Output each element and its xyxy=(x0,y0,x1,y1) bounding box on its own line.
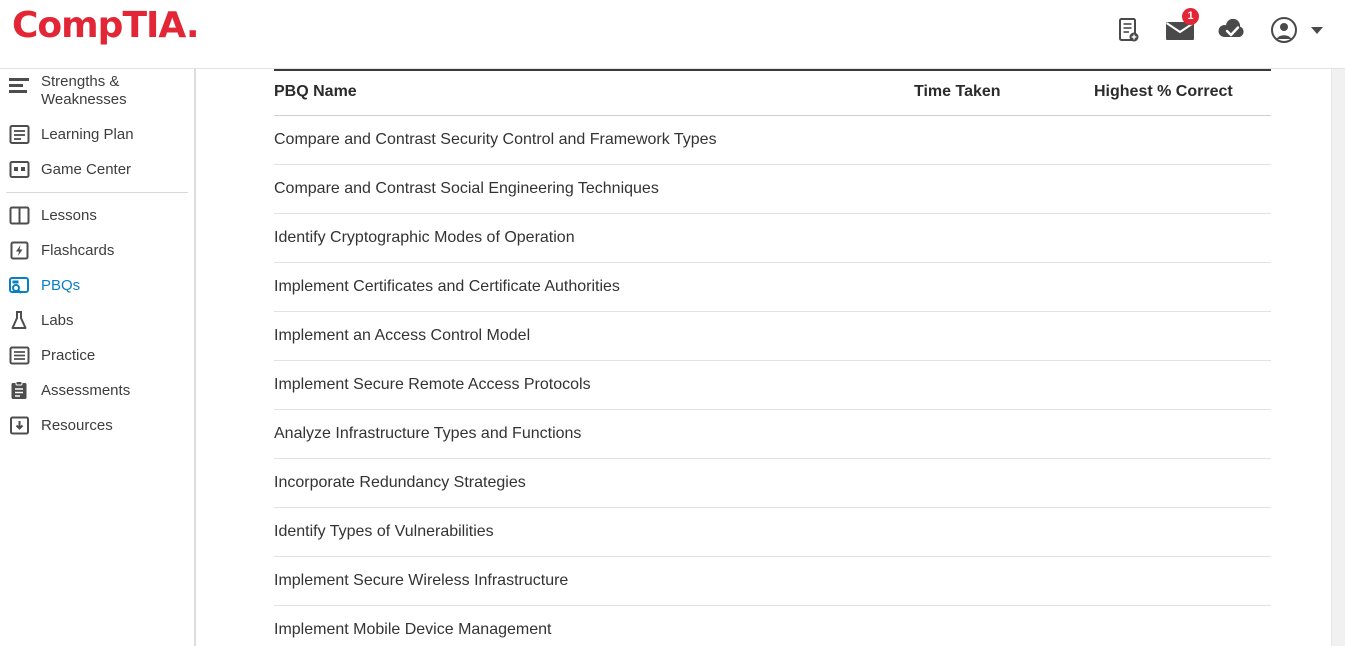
sidebar-item-label: Flashcards xyxy=(41,241,115,259)
check-cloud-icon[interactable] xyxy=(1217,14,1247,46)
table-row[interactable] xyxy=(274,606,1271,646)
pbq-name-cell[interactable]: Implement an Access Control Model xyxy=(274,312,914,361)
column-header-pbq-name[interactable]: PBQ Name xyxy=(274,70,914,116)
sidebar-item-label: Labs xyxy=(41,311,74,329)
pbq-name-cell[interactable]: Analyze Infrastructure Types and Functions xyxy=(274,410,914,459)
time-taken-cell xyxy=(914,214,1094,263)
table-row[interactable] xyxy=(274,263,1271,312)
sidebar-item-label: Resources xyxy=(41,416,113,434)
pbq-table-body xyxy=(274,116,1271,646)
table-row[interactable] xyxy=(274,214,1271,263)
assessments-icon xyxy=(6,378,32,404)
time-taken-cell xyxy=(914,116,1094,165)
lessons-icon xyxy=(6,203,32,229)
sidebar-item-labs[interactable] xyxy=(0,303,194,338)
sidebar-item-pbqs[interactable] xyxy=(0,268,194,303)
pbq-name-cell[interactable]: Implement Secure Wireless Infrastructure xyxy=(274,557,914,606)
highest-pct-correct-cell xyxy=(1094,606,1271,646)
time-taken-cell xyxy=(914,165,1094,214)
pbq-name-cell[interactable]: Incorporate Redundancy Strategies xyxy=(274,459,914,508)
time-taken-cell xyxy=(914,606,1094,646)
sidebar-item-resources[interactable] xyxy=(0,408,194,443)
highest-pct-correct-cell xyxy=(1094,410,1271,459)
sidebar-item-flashcards[interactable] xyxy=(0,233,194,268)
highest-pct-correct-cell xyxy=(1094,557,1271,606)
pbq-name-cell[interactable]: Identify Cryptographic Modes of Operation xyxy=(274,214,914,263)
header-icon-group xyxy=(1113,10,1323,46)
time-taken-cell xyxy=(914,410,1094,459)
sidebar-item-label: Strengths & Weaknesses xyxy=(41,73,127,108)
time-taken-cell xyxy=(914,361,1094,410)
logo-text-comp: Comp xyxy=(12,5,123,46)
pbq-table-wrapper xyxy=(274,69,1271,646)
notes-icon[interactable] xyxy=(1113,14,1143,46)
column-header-time-taken[interactable]: Time Taken xyxy=(914,70,1094,116)
sidebar-item-label: PBQs xyxy=(41,276,81,294)
table-row[interactable] xyxy=(274,459,1271,508)
page-scrollbar-track[interactable] xyxy=(1331,69,1345,646)
table-row[interactable] xyxy=(274,508,1271,557)
logo-text-tia: TIA xyxy=(122,5,186,46)
account-icon[interactable] xyxy=(1269,14,1299,46)
time-taken-cell xyxy=(914,459,1094,508)
sidebar-divider xyxy=(6,192,188,193)
pbqs-icon xyxy=(6,273,32,299)
highest-pct-correct-cell xyxy=(1094,116,1271,165)
sidebar-item-assessments[interactable] xyxy=(0,373,194,408)
table-row[interactable] xyxy=(274,312,1271,361)
flashcards-icon xyxy=(6,238,32,264)
highest-pct-correct-cell xyxy=(1094,312,1271,361)
top-header xyxy=(0,0,1345,69)
labs-icon xyxy=(6,308,32,334)
table-row[interactable] xyxy=(274,116,1271,165)
highest-pct-correct-cell xyxy=(1094,214,1271,263)
table-row[interactable] xyxy=(274,410,1271,459)
time-taken-cell xyxy=(914,263,1094,312)
pbq-name-cell[interactable]: Implement Secure Remote Access Protocols xyxy=(274,361,914,410)
mail-icon[interactable] xyxy=(1165,10,1195,46)
strengths-icon xyxy=(6,73,32,99)
sidebar-item-learning-plan[interactable] xyxy=(0,117,194,152)
sidebar-item-label: Learning Plan xyxy=(41,125,134,143)
sidebar-item-strengths-weaknesses[interactable] xyxy=(0,71,194,117)
highest-pct-correct-cell xyxy=(1094,263,1271,312)
sidebar-item-label: Practice xyxy=(41,346,96,364)
pbq-name-cell[interactable]: Implement Certificates and Certificate Authorities xyxy=(274,263,914,312)
chevron-down-icon[interactable] xyxy=(1311,27,1323,34)
sidebar-item-label: Lessons xyxy=(41,206,97,224)
time-taken-cell xyxy=(914,312,1094,361)
table-row[interactable] xyxy=(274,557,1271,606)
resources-icon xyxy=(6,413,32,439)
highest-pct-correct-cell xyxy=(1094,165,1271,214)
highest-pct-correct-cell xyxy=(1094,459,1271,508)
table-row[interactable] xyxy=(274,165,1271,214)
pbq-name-cell[interactable]: Implement Mobile Device Management xyxy=(274,606,914,646)
pbq-table-head xyxy=(274,70,1271,116)
pbq-name-cell[interactable]: Identify Types of Vulnerabilities xyxy=(274,508,914,557)
table-header-row xyxy=(274,70,1271,116)
column-header-highest-pct-correct[interactable]: Highest % Correct xyxy=(1094,70,1271,116)
mail-unread-badge: 1 xyxy=(1182,8,1199,25)
practice-icon xyxy=(6,343,32,369)
pbq-name-cell[interactable]: Compare and Contrast Social Engineering Techniques xyxy=(274,165,914,214)
sidebar-item-lessons[interactable] xyxy=(0,198,194,233)
game-center-icon xyxy=(6,157,32,183)
sidebar-item-label: Assessments xyxy=(41,381,131,399)
left-sidebar xyxy=(0,69,195,646)
sidebar-item-game-center[interactable] xyxy=(0,152,194,187)
comptia-logo[interactable] xyxy=(12,6,199,46)
time-taken-cell xyxy=(914,508,1094,557)
sidebar-item-label: Game Center xyxy=(41,160,132,178)
highest-pct-correct-cell xyxy=(1094,508,1271,557)
time-taken-cell xyxy=(914,557,1094,606)
logo-trademark: . xyxy=(185,5,199,46)
table-row[interactable] xyxy=(274,361,1271,410)
pbq-name-cell[interactable]: Compare and Contrast Security Control and Framework Types xyxy=(274,116,914,165)
learning-plan-icon xyxy=(6,122,32,148)
main-content xyxy=(196,69,1345,646)
sidebar-item-practice[interactable] xyxy=(0,338,194,373)
highest-pct-correct-cell xyxy=(1094,361,1271,410)
pbq-table xyxy=(274,69,1271,646)
